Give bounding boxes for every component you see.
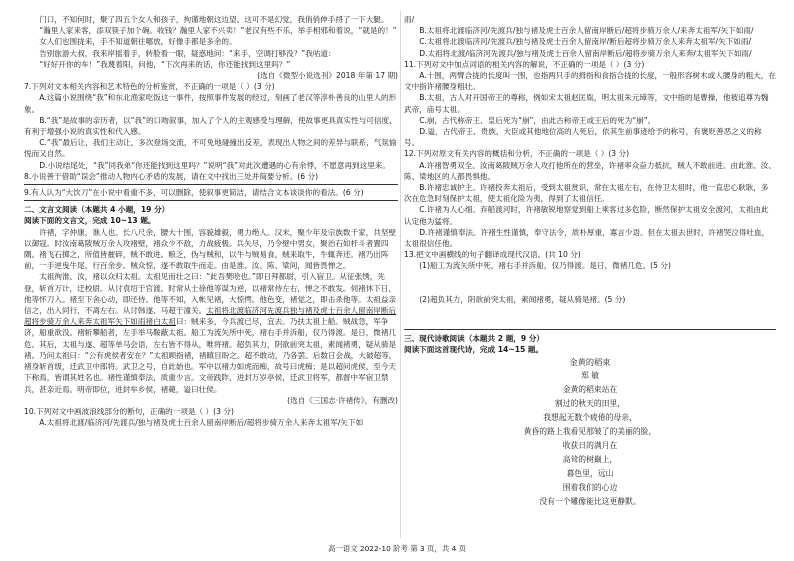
story-paragraph: 女人们也围拢来，手不知道朝往哪放，好像手都是多余的。 — [39, 37, 237, 47]
classical-text: 太祖徇淮、汝，褚以众归太祖。太祖见而壮之曰：“此吾樊哙也。”即日拜都尉，引入宿卫。从征张绣，先登，斩首万计，迁校尉。从讨袁绍于官渡。时常从士徐他等谋为逆，以褚常侍左右，惮之不敢发。伺褚休下日，他等怀刀入。褚至下舍心动，即还侍。他等不知，入帐见褚，大惊愕。他色变，褚觉之，即击杀他等。太祖益亲信之，出入同行，不离左右。从讨韩遂、马超于潼关。 — [24, 272, 397, 316]
story-paragraph: 告别旅游大叔，我来岸摇着手，转脸看一眼，疑惑地问：“来手，空调打够没？”我咕道： — [39, 48, 336, 58]
question-11-option-b: B.太祖，古人对开国帝王的尊称，例如宋太祖赵匡胤，明太祖朱元璋等，文中指的是曹操，他被追尊为魏武帝，庙号太祖。 — [404, 93, 769, 114]
right-column — [404, 14, 776, 509]
section-rule — [24, 184, 398, 185]
classical-source: (选自《三国志·许褚传》，有删改) — [287, 395, 398, 405]
question-7-option-a: A.这篇小说围绕“我”和东北渔家吃饭这一事件，按照事件发展的经过，刻画了老汉等淳朴善良的山里人的形象。 — [24, 93, 397, 114]
story-paragraph: 门口，不知何时，聚了四五个女人和孩子，拘谨地朝这边望。这可不是幻觉，我俏俏伸手捋了一下大腿。 — [39, 15, 389, 24]
poem-line: 高耸的树巅上， — [562, 455, 618, 465]
question-12-option-c: C.许褚为人心细。弃船渡河时，许褚敏锐地察觉到船上乘客过多危险，断然保护太祖安全渡河，太祖由此认定他为猛将。 — [404, 205, 769, 226]
poem-line: 围着我们的心边 — [562, 483, 618, 493]
story-source: (选自《微型小说选刊》2018 年第 17 期) — [257, 71, 398, 81]
section-2-heading: 二、文言文阅读（本题共 4 小题，19 分） — [24, 205, 170, 215]
section-3-instruction: 阅读下面这首现代诗，完成 14~15 题。 — [404, 345, 544, 355]
section-2-instruction: 阅读下面的文言文，完成 10~13 题。 — [24, 216, 156, 226]
classical-paragraph: 许褚，字仲康，谯人也。长八尺余，腰大十围，容貌雄毅，勇力绝人。汉末，聚少年及宗族数千家，共坚壁以御寇。时汝南葛陂贼万余人攻褚壁，褚众少不敌，力战疲极。兵矢尽，乃令壁中男女，聚治石如杆斗者置四隅。褚飞石掷之，所值皆摧碎，贼不敢进。粮乏，伪与贼和，以牛与贼易食，贼来取牛，牛辄奔还。褚乃出阵前，一手逆曳牛尾，行百余步。贼众惊，遂不敢取牛而走。由是淮、汝、陈、梁间，闻皆畏惮之。 — [24, 227, 397, 271]
column-divider — [400, 10, 401, 538]
story-paragraph: “瀚里人家来客，添双筷子加个碗。收钱？瀚里人家不兴卖！”老汉有些不乐，举手相邪和着说，“就是的！” — [39, 26, 397, 36]
answer-space — [404, 305, 776, 327]
classical-paragraph — [24, 271, 398, 394]
story-paragraph: “好好开你的车！”我蔑着阳，问他，“下次再来的话，你还能找到这里吗？” — [39, 59, 291, 69]
question-10-option-a: A.太祖将北渡/临济河/先渡兵/独与褚及虎士百余人留南岸断后/超将步骑万余人来奔太祖军/矢下如 — [39, 418, 364, 428]
section-3-heading: 三、现代诗歌阅读（本题共 2 题，9 分） — [404, 333, 544, 343]
question-10-option-d: D.太祖将北渡/临济河先渡兵/独与褚及虎士百余人留南岸断后/超将步骑万余人来奔/太祖军矢下如雨/ — [419, 48, 752, 58]
section-rule — [404, 329, 776, 330]
question-10-option-b: B.太祖将北渡临济河/先渡兵/独与褚及虎士百余人留南岸断后/超将步骑万余人/来奔太祖军/矢下如雨/ — [419, 26, 754, 36]
question-10: 10.下列对文中画波浪线部分的断句，正确的一项是（ ）(3 分) — [24, 406, 234, 416]
question-7-option-c: C.“我”最后让，我们主动让，多次登场交流，不可免地碰撞出反差，表现出人物之间的差异与联系，气氛愉悦而又自然。 — [24, 138, 397, 159]
poem-line: 没有一个雕像能比这更静默。 — [539, 497, 641, 507]
poem-line: 割过的秋天的田里， — [554, 399, 626, 409]
poem-line: 金黄的稻束站在 — [562, 385, 618, 395]
question-7: 7.下列对文本相关内容和艺术特色的分析鉴赏，不正确的一项是（ ）(3 分) — [24, 82, 275, 92]
classical-text: 曰：贼来多，今兵渡已尽，宜去。乃扶太祖上船。贼战急，军争济，船重欲没。褚斩攀船者， — [24, 317, 389, 338]
section-rule — [24, 200, 398, 201]
question-8: 8.小说善于借助“误会”推动人物内心矛盾的发展，请在文中找出三处并简要分析。(6 分) — [24, 171, 319, 181]
question-11-option-d: D.谥，古代帝王、贵族、大臣或其他地位高的人死后，依其生前事迹给予的称号，有褒贬善恶之义的称号。 — [404, 127, 762, 148]
question-13-part-1: (1)船工为流矢所中死，褚右手并泝船，仅乃得渡。是日，微褚几危。(5 分) — [419, 261, 671, 271]
poem-title: 金黄的稻束 — [569, 357, 611, 368]
question-13-part-2: (2)超负其力，阴欲前突太祖，素闻褚勇，疑从骑是褚。(5 分) — [419, 294, 626, 304]
poem-author: 郑 敏 — [580, 371, 600, 381]
question-7-option-d: D.小说结尾处，“我”同我弟“你还能找到这里吗？”说明“我”对此次遭遇的心有余悸，不愿意再到这里来。 — [39, 160, 390, 170]
question-9: 9.有人认为“大饮刀”在小说中看重不多，可以删除，使叙事更简洁，请结合文本谈谈你的看法。(6 分) — [24, 188, 364, 198]
poem-line: 收获日的满月在 — [562, 441, 618, 451]
classical-text: 左手举马鞍蔽太祖。船工为流矢所中死，褚右手并泝船，仅乃得渡。是日，微褚几危。其后，太祖与遂、超等单马会语，左右皆不得从，唯将褚。超负其力，阴欲前突太祖，素闻褚勇，疑从骑是褚。乃问太祖曰：“公有虎侯者安在？”太祖顾指褚，褚瞋目盼之。超不敢动，乃各罢。后数日会战，大破超等，褚身斩首级，迁武卫中郎将。武卫之号，自此始也。军中以褚力如虎而痴，故号曰虎痴；是以超问虎侯，至今天下称焉，皆谓其姓名也。褚性谨慎奉法，质重少言。文帝践阼，进封万岁亭侯，迁武卫将军，都督中军宿卫禁兵，甚亲近焉。明帝即位，进封牟乡侯，褚薨，谥曰壮侯。 — [24, 328, 397, 394]
question-11-option-c: C.崩，古代称帝王、皇后死为“崩”，由此古称帝王或王后的死为“崩”。 — [419, 115, 656, 125]
question-12: 12.下列对原文有关内容的概括和分析，不正确的一项是（ ）(3 分) — [404, 149, 630, 159]
question-7-option-b: B.“我”是故事的亲历者，以“我”的口吻叙事，加入了个人的主观感受与理解，使故事更具真实性与可信度，有利于增强小说的真实性和代入感。 — [24, 115, 397, 137]
poem-line: 暮色里，远山 — [566, 469, 614, 479]
question-12-option-a: A.许褚智勇双全。汝南葛陂贼万余人攻打他所在的营垒，许褚率众奋力抵抗，贼人不敢前进。由此淮、汝、陈、梁地区的人都畏惧他。 — [404, 160, 776, 181]
poem-line: 黄昏的路上我看见那皱了的美丽的脸， — [523, 427, 657, 437]
question-10-option-c: C.太祖将北渡临济河/先渡兵/独与褚及虎士百余人留南岸/断后超将步骑万余人来奔太祖军/矢下如雨/ — [419, 37, 752, 47]
page-footer: 高一语文 2022-10 阶考 第 3 页，共 4 页 — [327, 544, 467, 553]
question-11: 11.下列对文中加点词语的相关内容的解说，不正确的一项是（ ）(3 分) — [404, 59, 645, 69]
poem — [404, 355, 776, 509]
poem-line: 我想起无数个疲倦的母亲， — [543, 413, 637, 423]
question-11-option-a: A.十围，两臂合拢的长度叫一围，也指两只手的拇指和食指合拢的长度，一般形容树木或人腰身的粗大，在文中指许褚腰身粗壮。 — [404, 71, 776, 92]
question-12-option-b: B.许褚忠诚护主。许褚投奔太祖后，受到太祖赏识，常在太祖左右，在侍卫太祖时，他一直忠心耿耿，多次在危急时刻保护太祖，使太祖化险为夷，得到了太祖信任。 — [404, 183, 769, 204]
question-12-option-d: D.许褚谨慎奉法。许褚生性谨慎，奉守法令，质朴厚重，寡言少语。但在太祖去世时，许褚哭泣得吐血，太祖很信任他。 — [404, 227, 770, 249]
question-10-option-a-tail: 雨/ — [404, 15, 415, 24]
left-column — [24, 14, 398, 428]
question-13: 13.把文中画横线的句子翻译成现代汉语。(共 10 分) — [404, 250, 581, 260]
wavy-underlined-sentence: 太祖将北渡临济河先渡兵独与褚及虎士百余人留南岸断后超将步骑万余人来奔太祖军矢下如雨褚白太祖 — [24, 306, 397, 327]
answer-space — [404, 272, 776, 294]
